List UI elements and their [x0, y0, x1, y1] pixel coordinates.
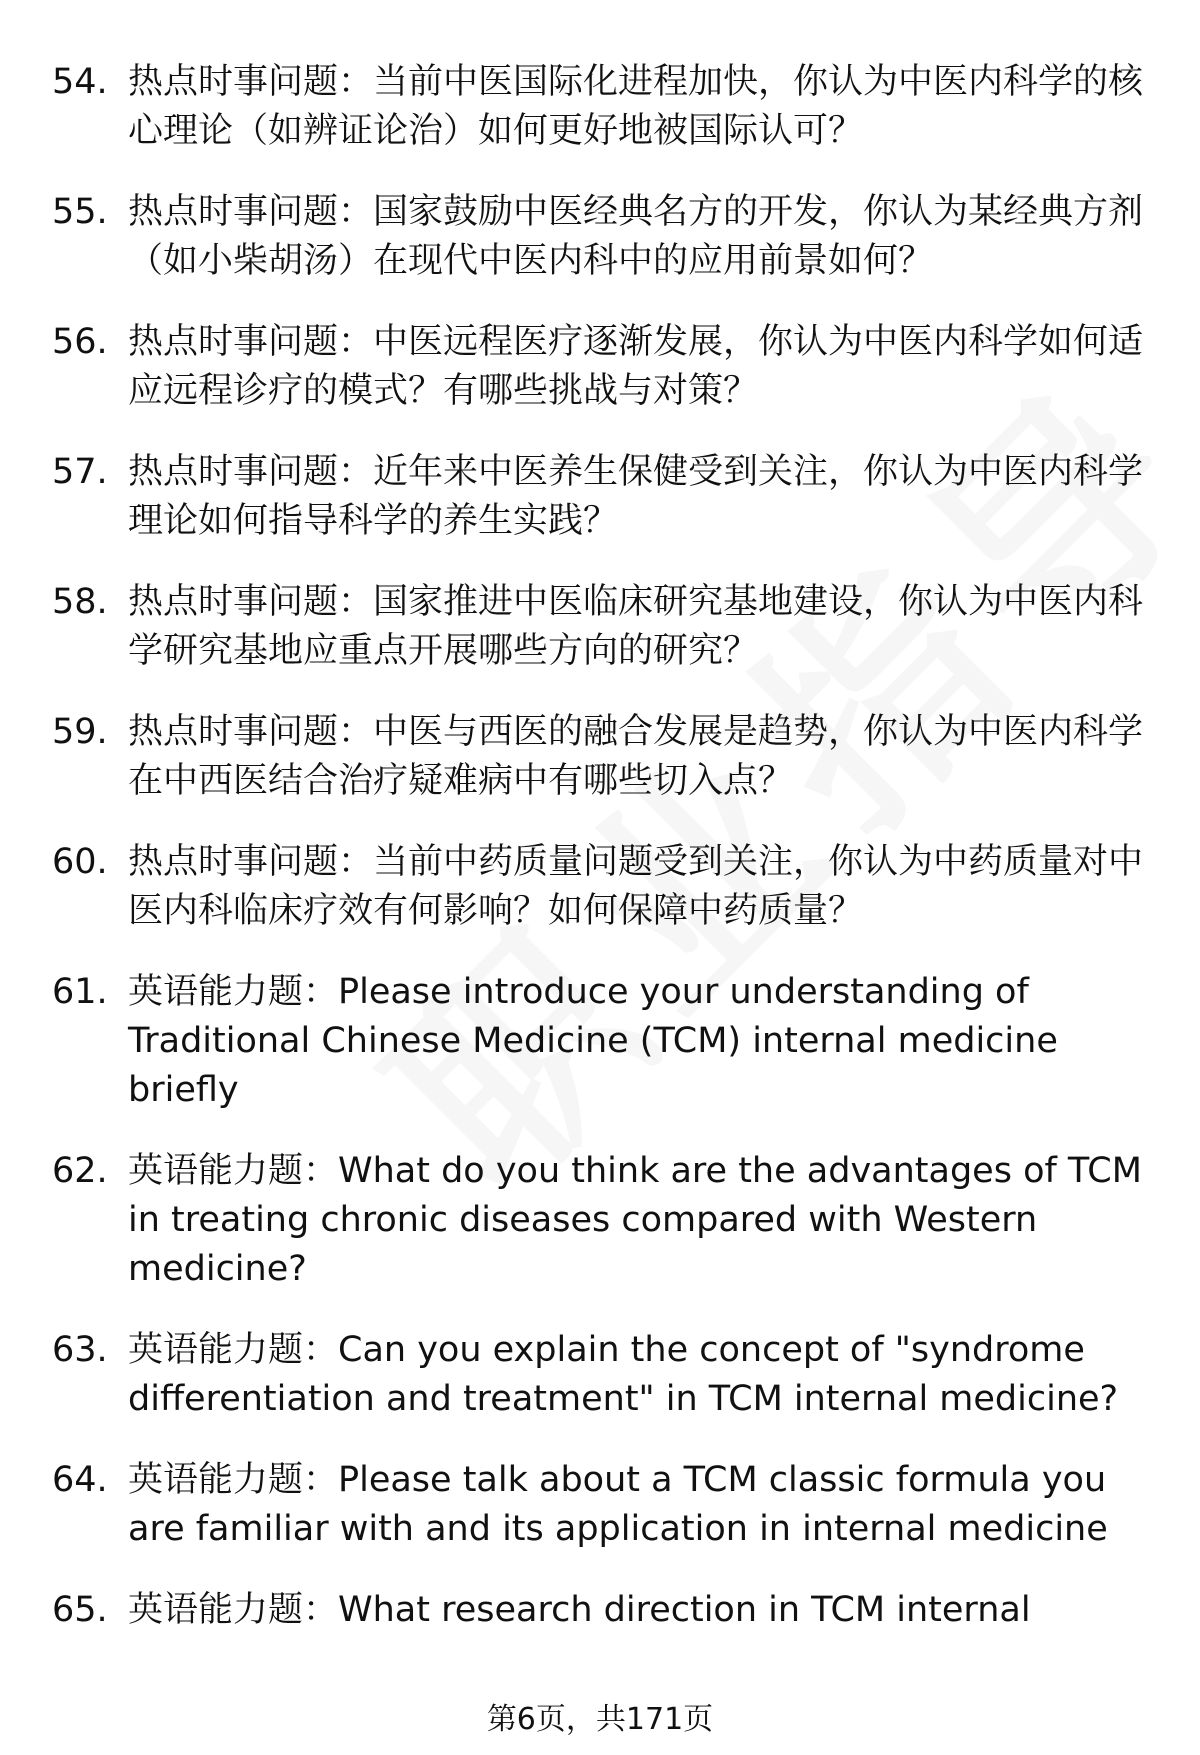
- question-body: [128, 318, 1144, 416]
- question-number: 60.: [52, 842, 108, 882]
- question-number: 59.: [52, 712, 108, 752]
- question-body: [128, 1326, 1144, 1424]
- question-text: 热点时事问题：中医与西医的融合发展是趋势，你认为中医内科学在中西医结合治疗疑难病中有哪些切入点？: [128, 712, 1144, 801]
- question-item: [52, 58, 1144, 156]
- question-text: 英语能力题：Please introduce your understanding of Traditional Chinese Medicine (TCM) internal medicine briefly: [128, 972, 1058, 1110]
- question-item: [52, 448, 1144, 546]
- question-item: [52, 1326, 1144, 1424]
- question-number: 57.: [52, 452, 108, 492]
- question-body: [128, 1586, 1144, 1635]
- page-indicator: 第6页，共171页: [486, 1702, 714, 1737]
- question-body: [128, 578, 1144, 676]
- question-item: [52, 1456, 1144, 1554]
- question-item: [52, 1147, 1144, 1294]
- question-number: 62.: [52, 1151, 108, 1191]
- question-item: [52, 578, 1144, 676]
- question-body: [128, 1456, 1144, 1554]
- question-item: [52, 838, 1144, 936]
- question-number: 58.: [52, 582, 108, 622]
- question-number: 65.: [52, 1590, 108, 1630]
- question-text: 英语能力题：What research direction in TCM internal: [128, 1590, 1031, 1630]
- question-number: 56.: [52, 322, 108, 362]
- question-number: 61.: [52, 972, 108, 1012]
- question-text: 热点时事问题：国家鼓励中医经典名方的开发，你认为某经典方剂（如小柴胡汤）在现代中医内科中的应用前景如何？: [128, 192, 1144, 281]
- question-body: [128, 838, 1144, 936]
- question-text: 热点时事问题：当前中医国际化进程加快，你认为中医内科学的核心理论（如辨证论治）如何更好地被国际认可？: [128, 62, 1144, 151]
- question-text: 英语能力题：Can you explain the concept of "syndrome differentiation and treatment" in TCM internal medicine?: [128, 1330, 1119, 1419]
- question-item: [52, 1586, 1144, 1635]
- question-number: 63.: [52, 1330, 108, 1370]
- question-body: [128, 448, 1144, 546]
- question-text: 热点时事问题：国家推进中医临床研究基地建设，你认为中医内科学研究基地应重点开展哪些方向的研究？: [128, 582, 1144, 671]
- question-item: [52, 708, 1144, 806]
- question-number: 64.: [52, 1460, 108, 1500]
- question-item: [52, 188, 1144, 286]
- question-list: [52, 58, 1144, 1667]
- question-item: [52, 968, 1144, 1115]
- question-number: 54.: [52, 62, 108, 102]
- question-body: [128, 968, 1144, 1115]
- question-number: 55.: [52, 192, 108, 232]
- question-text: 热点时事问题：近年来中医养生保健受到关注，你认为中医内科学理论如何指导科学的养生实践？: [128, 452, 1144, 541]
- page-footer: [0, 1700, 1200, 1740]
- question-body: [128, 188, 1144, 286]
- question-body: [128, 1147, 1144, 1294]
- question-text: 英语能力题：What do you think are the advantages of TCM in treating chronic diseases compared with Western medicine?: [128, 1151, 1142, 1289]
- question-body: [128, 708, 1144, 806]
- question-item: [52, 318, 1144, 416]
- question-body: [128, 58, 1144, 156]
- question-text: 英语能力题：Please talk about a TCM classic formula you are familiar with and its application in internal medicine: [128, 1460, 1108, 1549]
- question-text: 热点时事问题：当前中药质量问题受到关注，你认为中药质量对中医内科临床疗效有何影响？如何保障中药质量？: [128, 842, 1144, 931]
- question-text: 热点时事问题：中医远程医疗逐渐发展，你认为中医内科学如何适应远程诊疗的模式？有哪些挑战与对策？: [128, 322, 1144, 411]
